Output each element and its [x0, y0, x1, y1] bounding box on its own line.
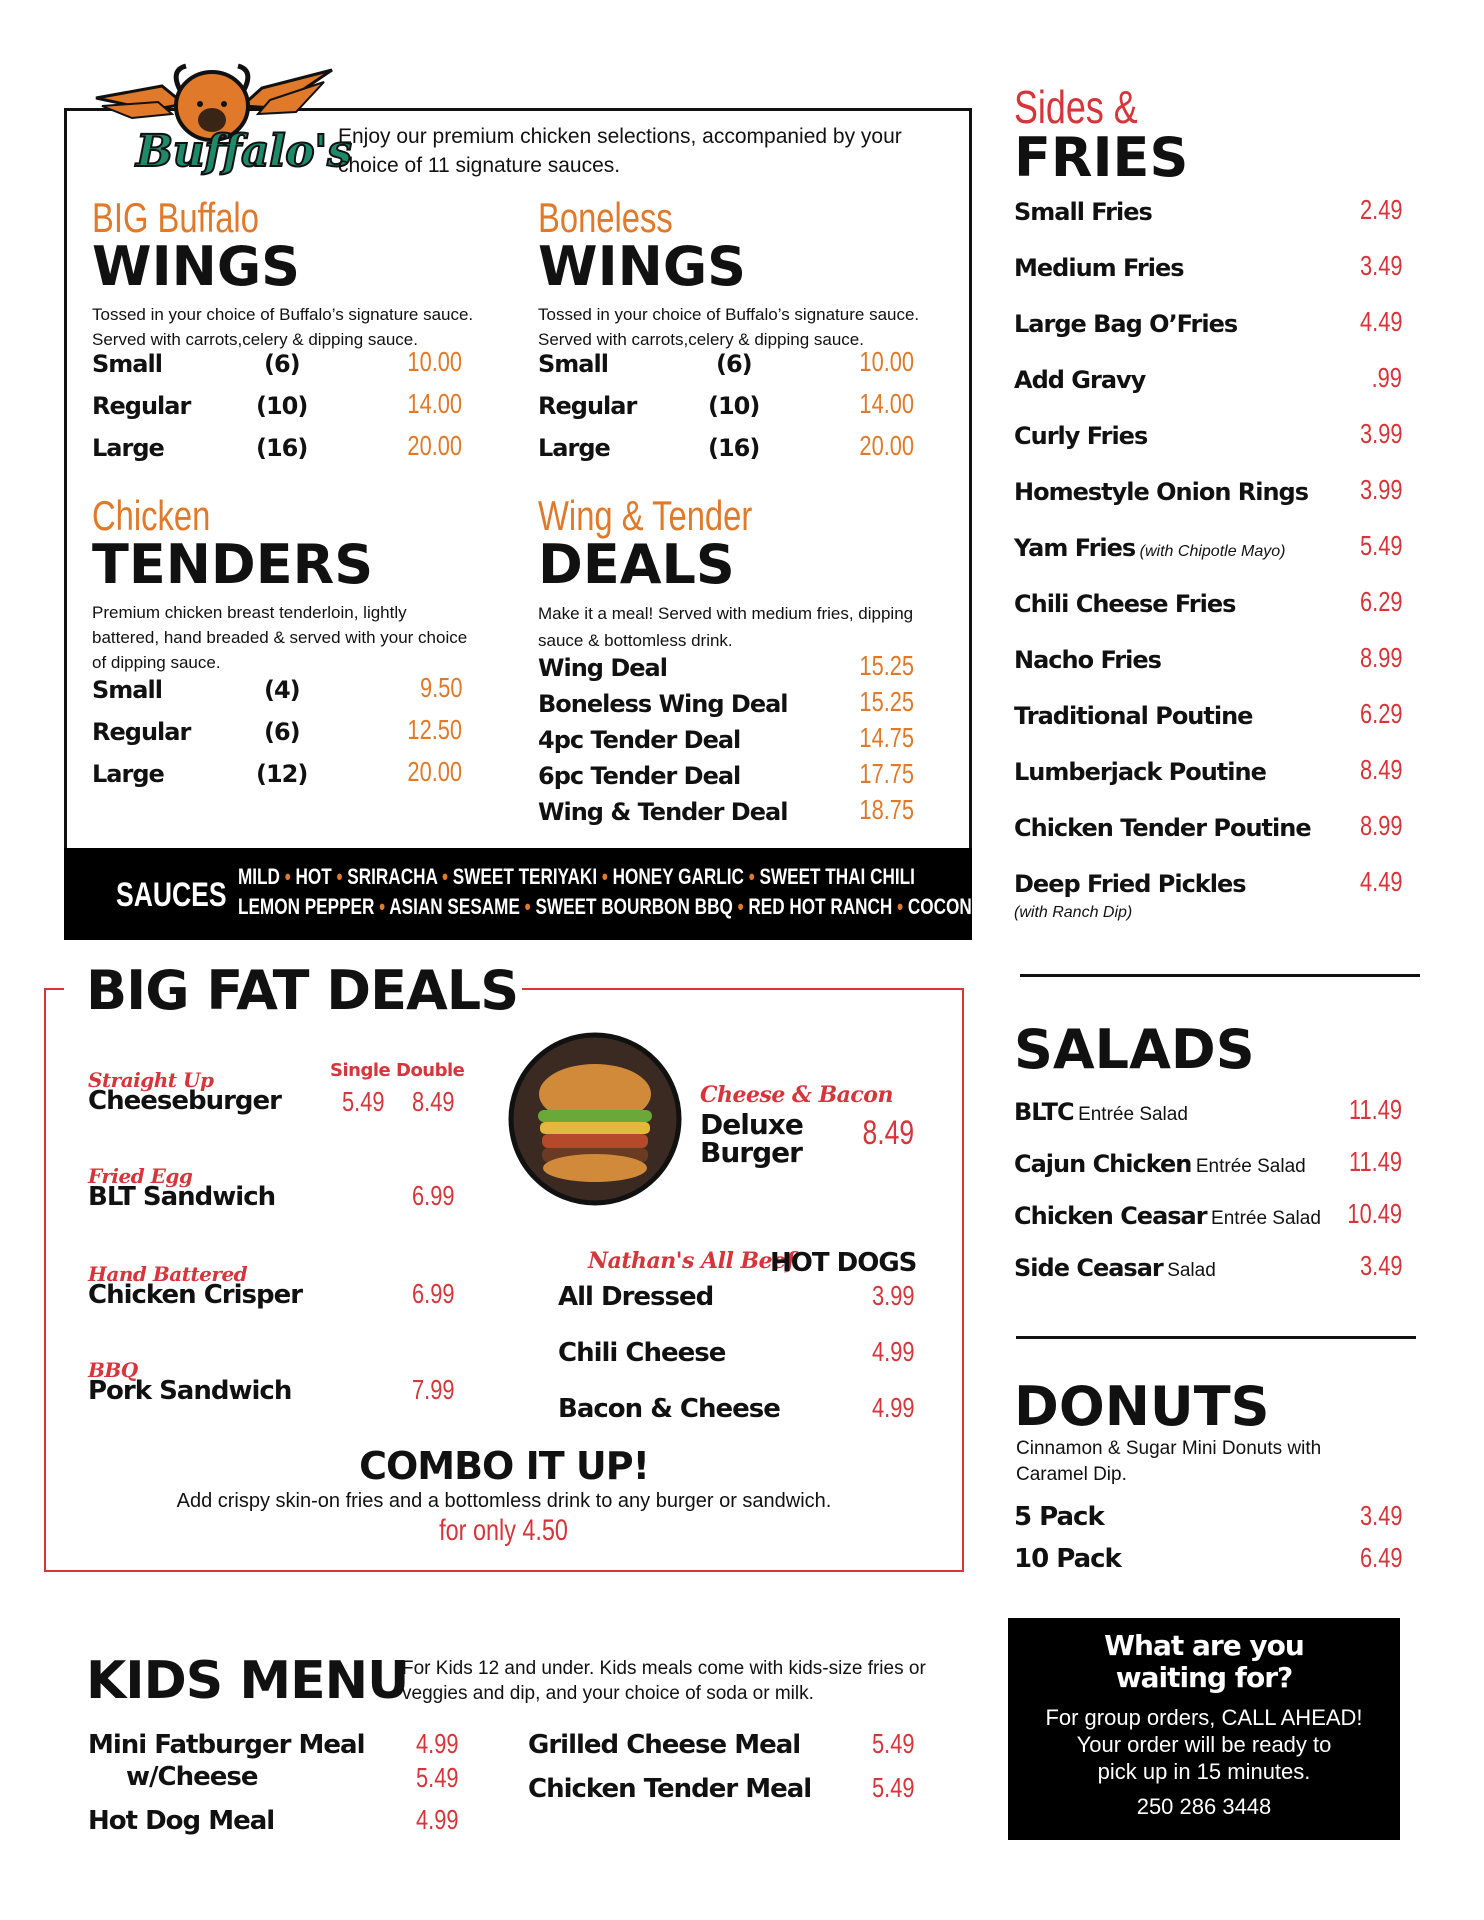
cta-title-1: What are you — [1104, 1629, 1304, 1662]
combo-section — [44, 1444, 964, 1550]
donuts-list — [1014, 1502, 1402, 1586]
sauce-item: SWEET THAI CHILI — [759, 864, 915, 889]
price: 4.99 — [415, 1728, 458, 1759]
menu-row — [1014, 812, 1402, 868]
menu-row — [538, 758, 914, 798]
price: 3.99 — [1359, 474, 1402, 505]
deals-kicker: Wing & Tender — [538, 492, 753, 539]
kids-item-price — [374, 1762, 458, 1794]
side-name: Medium Fries — [1014, 254, 1184, 282]
side-note: (with Chipotle Mayo) — [1139, 543, 1286, 560]
price: 20.00 — [407, 756, 462, 787]
boneless-kicker: Boneless — [538, 194, 673, 241]
menu-row — [1014, 1094, 1402, 1150]
hotdog-name: Chili Cheese — [558, 1338, 726, 1368]
salad-name-wrap — [1014, 1098, 1188, 1127]
price: 4.99 — [415, 1804, 458, 1835]
double-label — [396, 1060, 464, 1081]
size-label: Small — [538, 350, 608, 378]
burger-illustration — [508, 1032, 682, 1206]
bullet: • — [336, 864, 343, 889]
kids-item-name: Mini Fatburger Meal — [88, 1730, 365, 1760]
pork-script: BBQ — [88, 1358, 138, 1382]
sauce-item: HOT — [295, 864, 332, 889]
side-name: Add Gravy — [1014, 366, 1146, 394]
cta-line-2: Your order will be ready to — [1076, 1732, 1332, 1757]
count-label: (10) — [256, 392, 308, 420]
kids-item-price — [830, 1728, 914, 1760]
combo-title: COMBO IT UP! — [359, 1444, 649, 1488]
salad-name: BLTC — [1014, 1098, 1074, 1126]
side-name-wrap — [1014, 534, 1286, 564]
cta-line-3: pick up in 15 minutes. — [1097, 1759, 1311, 1784]
side-name: Small Fries — [1014, 198, 1152, 226]
menu-row — [1014, 588, 1402, 644]
salad-suffix: Entrée Salad — [1211, 1208, 1321, 1229]
donut-name: 5 Pack — [1014, 1502, 1104, 1532]
sauce-item: MILD — [238, 864, 280, 889]
price: .99 — [1371, 362, 1402, 393]
cta-title-2: waiting for? — [1115, 1661, 1293, 1694]
kids-item-name: Chicken Tender Meal — [528, 1774, 812, 1804]
boneless-wings-section — [538, 196, 958, 352]
price: 14.00 — [859, 388, 914, 419]
price: 10.49 — [1347, 1198, 1402, 1229]
logo-wordmark — [136, 126, 351, 177]
donut-name: 10 Pack — [1014, 1544, 1121, 1574]
salad-name: Chicken Ceasar — [1014, 1202, 1207, 1230]
bullet: • — [379, 894, 386, 919]
combo-price — [44, 1514, 964, 1550]
double-label-text: Double — [396, 1060, 465, 1081]
burger-photo — [508, 1032, 682, 1206]
side-name: Traditional Poutine — [1014, 702, 1253, 730]
hotdogs-script: Nathan's All Beef — [588, 1248, 795, 1274]
deluxe-line-2: Burger — [700, 1136, 802, 1169]
price: 9.50 — [419, 672, 462, 703]
menu-row — [1014, 476, 1402, 532]
kids-item-price — [830, 1772, 914, 1804]
kids-item-price — [374, 1728, 458, 1760]
big-wings-title: WINGS — [92, 235, 301, 298]
menu-row — [1014, 252, 1402, 308]
price: 15.25 — [859, 686, 914, 717]
menu-row — [1014, 1250, 1402, 1306]
salad-suffix: Entrée Salad — [1195, 1156, 1306, 1177]
hotdog-name: Bacon & Cheese — [558, 1394, 780, 1424]
count-label: (10) — [708, 392, 760, 420]
price: 8.99 — [1359, 642, 1402, 673]
bullet: • — [284, 864, 291, 889]
menu-row — [1014, 196, 1402, 252]
big-wings-section — [92, 196, 512, 352]
price: 20.00 — [859, 430, 914, 461]
boneless-wings-rows — [538, 346, 914, 476]
count-label: (12) — [256, 760, 308, 788]
menu-row — [538, 686, 914, 726]
menu-row — [558, 1338, 914, 1394]
menu-row — [1014, 868, 1402, 928]
cheeseburger-script: Straight Up — [88, 1068, 214, 1092]
menu-row — [1014, 532, 1402, 588]
price: 3.99 — [871, 1280, 914, 1311]
pork-name: Pork Sandwich — [88, 1376, 292, 1406]
sauce-bar — [64, 848, 1046, 940]
salads-list — [1014, 1094, 1402, 1306]
crisper-script: Hand Battered — [88, 1262, 248, 1286]
size-label: Regular — [92, 392, 191, 420]
tenders-rows — [92, 672, 462, 802]
salad-name: Side Ceasar — [1014, 1254, 1163, 1282]
count-label: (16) — [708, 434, 760, 462]
deal-name: 6pc Tender Deal — [538, 762, 741, 790]
tenders-title: TENDERS — [92, 533, 374, 596]
size-label: Small — [92, 676, 162, 704]
deal-name: Boneless Wing Deal — [538, 690, 788, 718]
count-label: (4) — [264, 676, 300, 704]
count-label: (6) — [264, 350, 300, 378]
salad-suffix: Salad — [1167, 1260, 1216, 1281]
menu-row — [92, 714, 462, 760]
menu-row — [1014, 1544, 1402, 1586]
side-name: Chili Cheese Fries — [1014, 590, 1236, 618]
price: 6.29 — [1359, 586, 1402, 617]
size-label: Small — [92, 350, 162, 378]
bullet: • — [442, 864, 449, 889]
menu-row — [1014, 364, 1402, 420]
divider — [1016, 1336, 1416, 1339]
big-fat-deals-title: BIG FAT DEALS — [86, 959, 519, 1022]
single-label-text: Single — [330, 1060, 391, 1081]
price: 7.99 — [411, 1374, 454, 1405]
price: 2.49 — [1359, 194, 1402, 225]
price: 12.50 — [407, 714, 462, 745]
size-label: Large — [92, 760, 164, 788]
price: 4.49 — [1359, 866, 1402, 897]
sauce-item: LEMON PEPPER — [238, 894, 375, 919]
kids-item-name: w/Cheese — [126, 1762, 258, 1792]
deal-name: Wing Deal — [538, 654, 667, 682]
price: 10.00 — [407, 346, 462, 377]
menu-row — [92, 346, 462, 392]
sides-list — [1014, 196, 1402, 928]
sauce-item: ASIAN SESAME — [389, 894, 520, 919]
salad-name: Cajun Chicken — [1014, 1150, 1192, 1178]
sides-kicker: Sides & — [1014, 81, 1138, 133]
boneless-title: WINGS — [538, 235, 747, 298]
tenders-desc: Premium chicken breast tenderloin, lightly battered, hand breaded & served with your choice of dipping sauce. — [92, 603, 468, 672]
menu-row — [1014, 1502, 1402, 1544]
price: 8.49 — [862, 1114, 914, 1152]
price: 6.29 — [1359, 698, 1402, 729]
price: 3.49 — [1359, 1500, 1402, 1531]
bullet: • — [737, 894, 744, 919]
single-label — [330, 1060, 390, 1081]
side-name: Homestyle Onion Rings — [1014, 478, 1309, 506]
big-wings-rows — [92, 346, 462, 476]
cheeseburger-name: Cheeseburger — [88, 1086, 281, 1116]
kids-item-name: Hot Dog Meal — [88, 1806, 275, 1836]
crisper-name: Chicken Crisper — [88, 1280, 303, 1310]
menu-row — [538, 430, 914, 476]
deluxe-line-1: Deluxe — [700, 1108, 803, 1141]
menu-row — [1014, 1146, 1402, 1202]
price: 3.49 — [1359, 1250, 1402, 1281]
kids-item-price — [374, 1804, 458, 1836]
menu-row — [1014, 420, 1402, 476]
blt-name: BLT Sandwich — [88, 1182, 276, 1212]
price: 20.00 — [407, 430, 462, 461]
kids-title: KIDS MENU — [86, 1651, 409, 1711]
tenders-kicker: Chicken — [92, 492, 211, 539]
bullet: • — [748, 864, 755, 889]
menu-row — [558, 1282, 914, 1338]
deals-section — [538, 494, 938, 654]
boneless-desc: Tossed in your choice of Buffalo’s signature sauce. Served with carrots,celery & dipping sauce. — [538, 305, 920, 349]
sides-title: FRIES — [1014, 126, 1189, 189]
count-label: (16) — [256, 434, 308, 462]
cheeseburger-double-price — [370, 1086, 454, 1118]
price: 8.99 — [1359, 810, 1402, 841]
hotdogs-title: HOT DOGS — [770, 1248, 917, 1278]
size-label: Large — [538, 434, 610, 462]
menu-row — [1014, 644, 1402, 700]
sauce-line-2-text — [238, 894, 1045, 920]
hotdog-name: All Dressed — [558, 1282, 714, 1312]
kids-desc: For Kids 12 and under. Kids meals come with kids-size fries or veggies and dip, and your choice of soda or milk. — [402, 1658, 926, 1704]
price: 4.99 — [871, 1336, 914, 1367]
donuts-title: DONUTS — [1014, 1375, 1270, 1438]
size-label: Regular — [538, 392, 637, 420]
price: 6.49 — [1359, 1542, 1402, 1573]
size-label: Large — [92, 434, 164, 462]
side-note: (with Ranch Dip) — [1014, 904, 1133, 921]
blt-price — [370, 1180, 454, 1212]
sauce-line-1-text — [238, 864, 915, 890]
deal-name: 4pc Tender Deal — [538, 726, 741, 754]
salads-title: SALADS — [1014, 1018, 1255, 1081]
price: 11.49 — [1348, 1094, 1402, 1125]
big-wings-kicker: BIG Buffalo — [92, 194, 259, 241]
menu-row — [92, 756, 462, 802]
crisper-price — [370, 1278, 454, 1310]
price: 17.75 — [859, 758, 914, 789]
sauce-item: SWEET TERIYAKI — [452, 864, 598, 889]
salad-name-wrap — [1014, 1202, 1321, 1231]
menu-row — [558, 1394, 914, 1450]
price: 14.75 — [859, 722, 914, 753]
call-ahead-box — [1008, 1618, 1400, 1840]
deals-desc: Make it a meal! Served with medium fries, dipping sauce & bottomless drink. — [538, 604, 914, 650]
price: 18.75 — [859, 794, 914, 825]
menu-row — [538, 794, 914, 834]
cta-phone[interactable]: 250 286 3448 — [1136, 1794, 1272, 1819]
price: 5.49 — [1359, 530, 1402, 561]
sauces-label: SAUCES — [116, 876, 227, 914]
sauce-item: HONEY GARLIC — [612, 864, 744, 889]
kids-item-name: Grilled Cheese Meal — [528, 1730, 801, 1760]
count-label: (6) — [264, 718, 300, 746]
menu-row — [92, 672, 462, 718]
menu-row — [1014, 700, 1402, 756]
sauce-line-1 — [238, 864, 1106, 890]
bullet: • — [897, 894, 904, 919]
intro-text: Enjoy our premium chicken selections, accompanied by your choice of 11 signature sauces. — [338, 125, 902, 177]
combo-price-text: for only 4.50 — [439, 1514, 569, 1547]
price: 3.99 — [1359, 418, 1402, 449]
salad-name-wrap — [1014, 1150, 1306, 1179]
deals-rows — [538, 650, 914, 834]
big-wings-desc: Tossed in your choice of Buffalo’s signature sauce. Served with carrots,celery & dipping sauce. — [92, 305, 474, 349]
bullet: • — [601, 864, 608, 889]
count-label: (6) — [716, 350, 752, 378]
menu-row — [538, 722, 914, 762]
sides-header — [1014, 81, 1189, 189]
side-name: Deep Fried Pickles — [1014, 870, 1246, 898]
sauce-item: SWEET BOURBON BBQ — [535, 894, 733, 919]
deluxe-script: Cheese & Bacon — [700, 1082, 893, 1108]
price: 3.49 — [1359, 250, 1402, 281]
menu-row — [92, 430, 462, 476]
price: 11.49 — [1348, 1146, 1402, 1177]
blt-script: Fried Egg — [88, 1164, 193, 1188]
tenders-section — [92, 494, 472, 675]
combo-desc: Add crispy skin-on fries and a bottomless drink to any burger or sandwich. — [176, 1490, 832, 1512]
side-name: Curly Fries — [1014, 422, 1148, 450]
sauce-item: SRIRACHA — [347, 864, 438, 889]
bullet: • — [524, 894, 531, 919]
donuts-desc: Cinnamon & Sugar Mini Donuts with Caramel Dip. — [1016, 1438, 1322, 1485]
price: 6.99 — [411, 1278, 454, 1309]
side-name: Nacho Fries — [1014, 646, 1161, 674]
side-name: Chicken Tender Poutine — [1014, 814, 1311, 842]
pork-price — [370, 1374, 454, 1406]
sauce-item: COCONUT JERK — [907, 894, 1046, 919]
menu-row — [538, 346, 914, 392]
deals-title: DEALS — [538, 533, 735, 596]
menu-row — [92, 388, 462, 434]
price: 5.49 — [415, 1762, 458, 1793]
side-name: Lumberjack Poutine — [1014, 758, 1266, 786]
price: 4.99 — [871, 1392, 914, 1423]
price: 5.49 — [341, 1086, 384, 1117]
menu-row — [538, 650, 914, 690]
deal-name: Wing & Tender Deal — [538, 798, 788, 826]
menu-row — [1014, 1198, 1402, 1254]
deluxe-price — [830, 1114, 914, 1153]
price: 8.49 — [411, 1086, 454, 1117]
price: 15.25 — [859, 650, 914, 681]
divider — [1020, 974, 1420, 977]
side-name: Large Bag O’Fries — [1014, 310, 1238, 338]
price: 6.99 — [411, 1180, 454, 1211]
side-name: Yam Fries — [1014, 534, 1136, 562]
price: 4.49 — [1359, 306, 1402, 337]
menu-row — [1014, 756, 1402, 812]
price: 10.00 — [859, 346, 914, 377]
price: 8.49 — [1359, 754, 1402, 785]
price: 14.00 — [407, 388, 462, 419]
price: 5.49 — [871, 1772, 914, 1803]
menu-row — [538, 388, 914, 434]
size-label: Regular — [92, 718, 191, 746]
salad-suffix: Entrée Salad — [1078, 1104, 1188, 1125]
menu-row — [1014, 308, 1402, 364]
price: 5.49 — [871, 1728, 914, 1759]
sauce-item: RED HOT RANCH — [748, 894, 893, 919]
cta-line-1: For group orders, CALL AHEAD! — [1045, 1705, 1363, 1730]
salad-name-wrap — [1014, 1254, 1216, 1283]
hotdog-rows — [558, 1282, 914, 1450]
logo-text: Buffalo's — [136, 126, 352, 177]
